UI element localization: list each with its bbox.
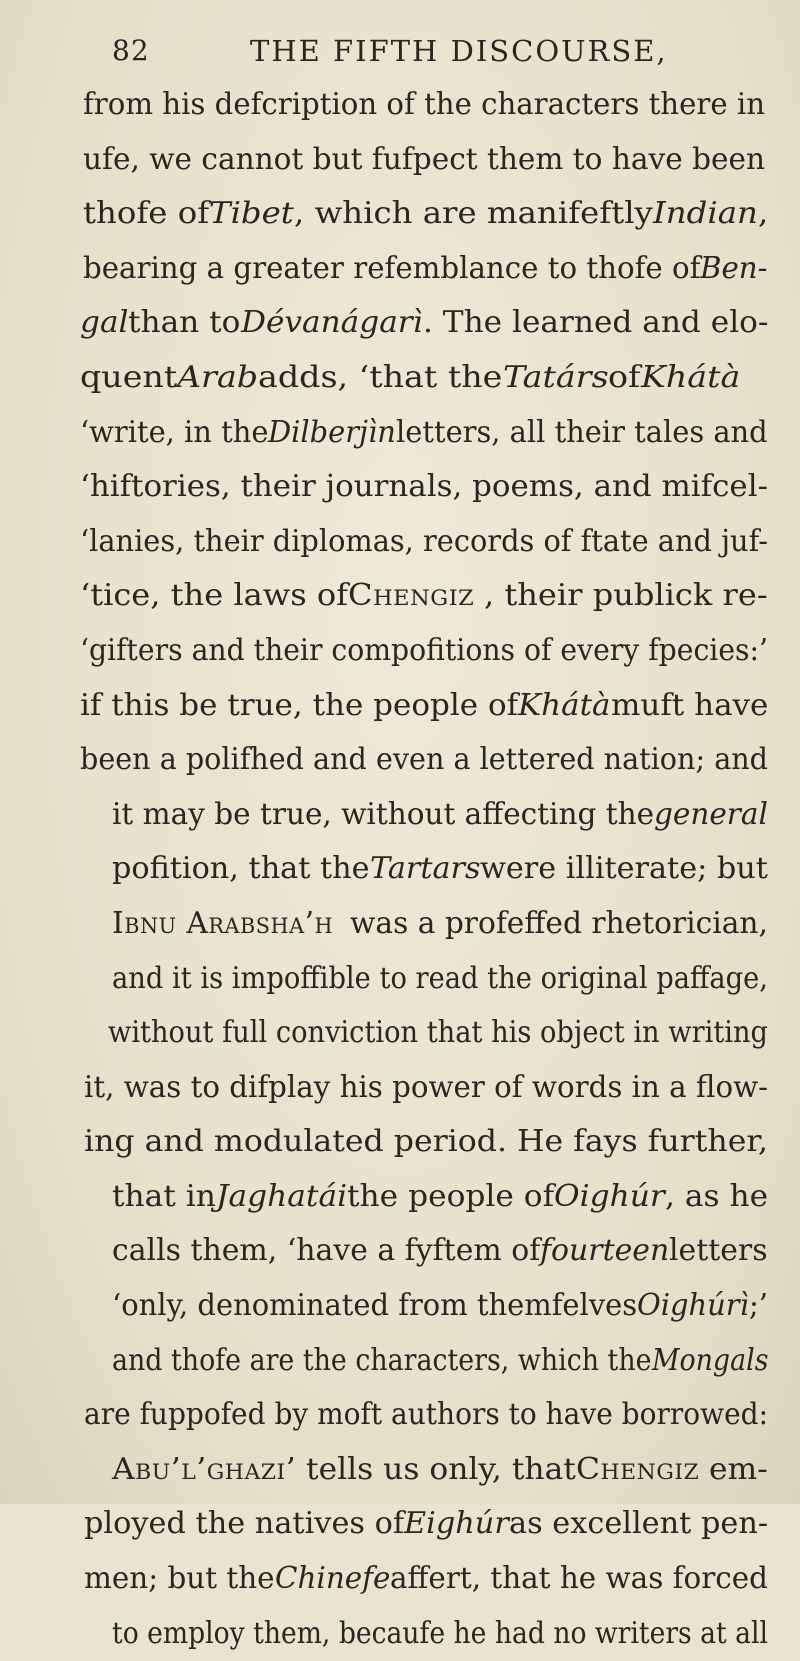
text-segment: tells us only, that [306, 1451, 577, 1487]
text-segment: ‘write, in the [80, 414, 269, 450]
text-segment: Oighúrì [637, 1288, 750, 1324]
text-segment: , [757, 196, 768, 232]
text-line [0, 296, 800, 351]
running-title: THE FIFTH DISCOURSE, [250, 34, 668, 68]
text-line [0, 351, 800, 406]
text-segment: , which are manifeftly [294, 196, 653, 232]
text-segment: Tibet [209, 196, 295, 232]
text-segment: Mongals [651, 1342, 768, 1378]
text-segment: Chengiz [348, 578, 475, 614]
text-segment: muft have [610, 687, 768, 723]
text-segment: Dévanágarì [240, 305, 423, 341]
text-segment: ‘tice, the laws of [80, 578, 349, 614]
text-segment: Ben- [700, 250, 768, 286]
text-line [0, 1006, 800, 1061]
text-line [0, 842, 800, 897]
text-segment: letters [669, 1233, 768, 1269]
text-segment: ‘gifters and their compofitions of every fpecies:’ [80, 632, 769, 668]
text-segment: it may be true, without affecting the [112, 796, 655, 832]
text-segment: bearing a greater refemblance to thofe of [83, 250, 701, 286]
text-segment: Arab [177, 359, 259, 395]
text-segment: are fuppofed by moft authors to have borrowed: [84, 1397, 769, 1433]
text-segment: gal [80, 305, 129, 341]
text-line [0, 1061, 800, 1116]
text-segment: Jaghatái [215, 1178, 347, 1214]
text-segment: been a polifhed and even a lettered nation; and [80, 742, 769, 778]
text-line [0, 1443, 800, 1498]
text-segment: Oighúr [554, 1178, 665, 1214]
text-segment: Khátà [640, 359, 740, 395]
text-line [0, 1170, 800, 1225]
text-line [0, 1224, 800, 1279]
text-segment: without full conviction that his object in writing [108, 1015, 768, 1051]
text-segment: affert, that he was forced [390, 1561, 768, 1597]
text-segment: as excellent pen- [508, 1506, 768, 1542]
text-segment: Abu’l’ghazi’ [112, 1451, 297, 1487]
text-segment: of [608, 359, 641, 395]
text-line [0, 242, 800, 297]
text-segment: pofition, that the [112, 851, 370, 887]
text-line [0, 406, 800, 461]
text-segment: Tartars [369, 851, 481, 887]
text-segment: to employ them, becaufe he had no writers at all [112, 1615, 769, 1651]
text-segment: Tatárs [502, 359, 609, 395]
text-segment: that in [112, 1178, 216, 1214]
text-segment: Indian [652, 196, 758, 232]
text-segment: letters, all their tales and [396, 414, 768, 450]
text-segment: Ibnu Arabsha’h [112, 905, 334, 941]
text-segment: ing and modulated period. He fays further, [84, 1124, 769, 1160]
text-segment: if this be true, the people of [80, 687, 519, 723]
text-segment: ployed the natives of [84, 1506, 405, 1542]
text-line [0, 515, 800, 570]
text-segment: Chinefe [274, 1561, 391, 1597]
text-line [0, 133, 800, 188]
text-segment: and it is impoffible to read the original paffage, [112, 960, 768, 996]
text-segment: em- [709, 1451, 768, 1487]
text-segment: was a profeffed rhetorician, [350, 905, 768, 941]
text-line [0, 460, 800, 515]
text-segment: ‘only, denominated from themfelves [112, 1288, 638, 1324]
text-line [0, 1497, 800, 1552]
text-segment: Eighúr [404, 1506, 509, 1542]
text-segment: were illiterate; but [480, 851, 769, 887]
text-segment: ‘hiftories, their journals, poems, and mifcel- [80, 469, 769, 505]
text-line [0, 78, 800, 133]
text-segment: . The learned and elo- [422, 305, 769, 341]
text-segment: adds, ‘that the [258, 359, 503, 395]
text-segment: , as he [664, 1178, 768, 1214]
text-segment: men; but the [84, 1561, 275, 1597]
text-line [0, 624, 800, 679]
text-line [0, 897, 800, 952]
text-line [0, 733, 800, 788]
text-segment: ;’ [749, 1288, 768, 1324]
text-segment: Khátà [518, 687, 611, 723]
body-text [0, 78, 800, 1661]
text-line [0, 1115, 800, 1170]
text-line [0, 1334, 800, 1389]
text-segment: Chengiz [576, 1451, 700, 1487]
text-line [0, 1552, 800, 1607]
text-segment: calls them, ‘have a fyftem of [112, 1233, 541, 1269]
page-number: 82 [112, 34, 150, 67]
text-segment: it, was to difplay his power of words in a flow- [84, 1069, 769, 1105]
text-line [0, 1279, 800, 1334]
page-header [112, 34, 760, 74]
text-segment: Dilberjìn [268, 414, 397, 450]
text-line [0, 1388, 800, 1443]
text-segment: general [654, 796, 768, 832]
text-segment: ufe, we cannot but fufpect them to have been [83, 141, 765, 177]
text-segment: , their publick re- [484, 578, 768, 614]
text-segment: thofe of [83, 196, 210, 232]
text-line [0, 788, 800, 843]
text-line [0, 187, 800, 242]
text-line [0, 679, 800, 734]
text-line [0, 952, 800, 1007]
text-segment: quent [80, 359, 178, 395]
text-segment: fourteen [540, 1233, 670, 1269]
text-segment: the people of [346, 1178, 555, 1214]
text-segment: ‘lanies, their diplomas, records of ftate and juf- [80, 523, 768, 559]
text-segment: and thofe are the characters, which the [112, 1342, 652, 1378]
text-segment: than to [128, 305, 241, 341]
text-line [0, 569, 800, 624]
text-segment: from his defcription of the characters there in [83, 87, 766, 122]
text-line [0, 1607, 800, 1661]
